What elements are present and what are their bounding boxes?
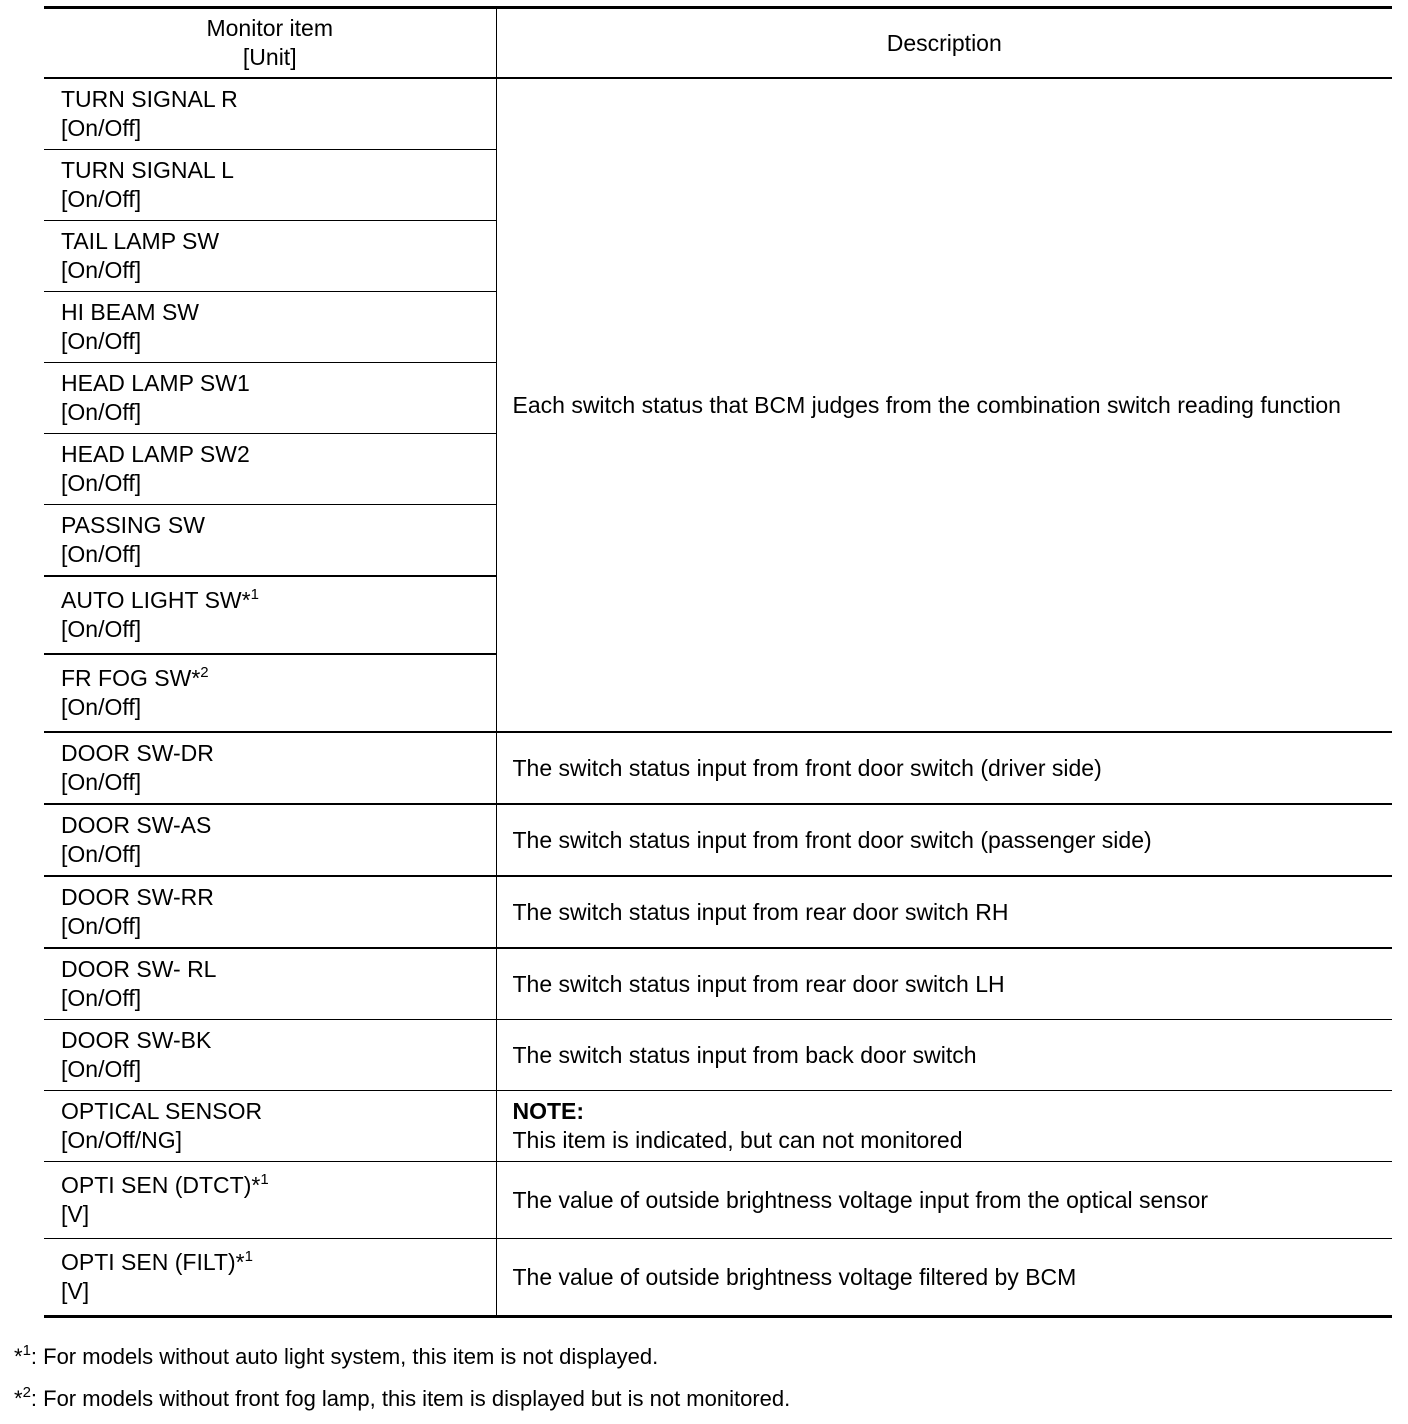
monitor-item-cell: TAIL LAMP SW [On/Off] (44, 221, 496, 292)
table-row (44, 876, 1392, 948)
note-label: NOTE: (512, 1098, 585, 1124)
table-header-row (44, 8, 1392, 79)
description-cell: The switch status input from rear door switch RH (496, 876, 1392, 948)
table-row (44, 948, 1392, 1020)
monitor-item-cell: OPTICAL SENSOR [On/Off/NG] (44, 1091, 496, 1162)
footnote-marker: 1 (260, 1171, 269, 1188)
table-row (44, 78, 1392, 150)
description-cell: The switch status input from rear door switch LH (496, 948, 1392, 1020)
monitor-item-cell: DOOR SW-BK [On/Off] (44, 1020, 496, 1091)
footnotes (14, 1340, 790, 1424)
monitor-item-cell: DOOR SW-RR [On/Off] (44, 876, 496, 948)
monitor-item-cell: TURN SIGNAL L [On/Off] (44, 150, 496, 221)
description-cell: The switch status input from front door switch (passenger side) (496, 804, 1392, 876)
table-row (44, 1239, 1392, 1317)
footnote: *$^2$: For models without front fog lamp, this item is displayed but is not monitored. (14, 1384, 791, 1411)
header-monitor-item: Monitor item [Unit] (44, 8, 496, 79)
monitor-item-cell: HEAD LAMP SW2 [On/Off] (44, 434, 496, 505)
monitor-item-cell: AUTO LIGHT SW*$^1$ [On/Off] (44, 576, 496, 654)
table-row (44, 1091, 1392, 1162)
description-cell: The value of outside brightness voltage filtered by BCM (496, 1239, 1392, 1317)
footnote-marker: 1 (250, 586, 259, 603)
description-cell: The value of outside brightness voltage input from the optical sensor (496, 1162, 1392, 1239)
monitor-item-table (44, 6, 1392, 1318)
monitor-item-cell: OPTI SEN (DTCT)*$^1$ [V] (44, 1162, 496, 1239)
header-description: Description (496, 8, 1392, 79)
monitor-item-cell: TURN SIGNAL R [On/Off] (44, 78, 496, 150)
description-cell: NOTE: This item is indicated, but can not monitored (496, 1091, 1392, 1162)
monitor-item-cell: PASSING SW [On/Off] (44, 505, 496, 577)
description-cell: The switch status input from back door switch (496, 1020, 1392, 1091)
footnote-marker: 2 (200, 664, 209, 681)
table-row (44, 804, 1392, 876)
monitor-item-cell: DOOR SW-AS [On/Off] (44, 804, 496, 876)
merged-description-cell: Each switch status that BCM judges from the combination switch reading function (496, 78, 1392, 732)
table-row (44, 1020, 1392, 1091)
table-row (44, 732, 1392, 804)
footnote-marker: 1 (244, 1248, 253, 1265)
monitor-item-cell: HI BEAM SW [On/Off] (44, 292, 496, 363)
table-row (44, 1162, 1392, 1239)
monitor-item-cell: OPTI SEN (FILT)*$^1$ [V] (61, 1248, 253, 1304)
description-cell: The switch status input from front door switch (driver side) (496, 732, 1392, 804)
monitor-item-cell: HEAD LAMP SW1 [On/Off] (44, 363, 496, 434)
footnote: *$^1$: For models without auto light system, this item is not displayed. (14, 1342, 659, 1369)
monitor-item-cell: FR FOG SW*$^2$ [On/Off] (44, 654, 496, 732)
monitor-item-cell: DOOR SW- RL [On/Off] (44, 948, 496, 1020)
monitor-item-cell: DOOR SW-DR [On/Off] (44, 732, 496, 804)
